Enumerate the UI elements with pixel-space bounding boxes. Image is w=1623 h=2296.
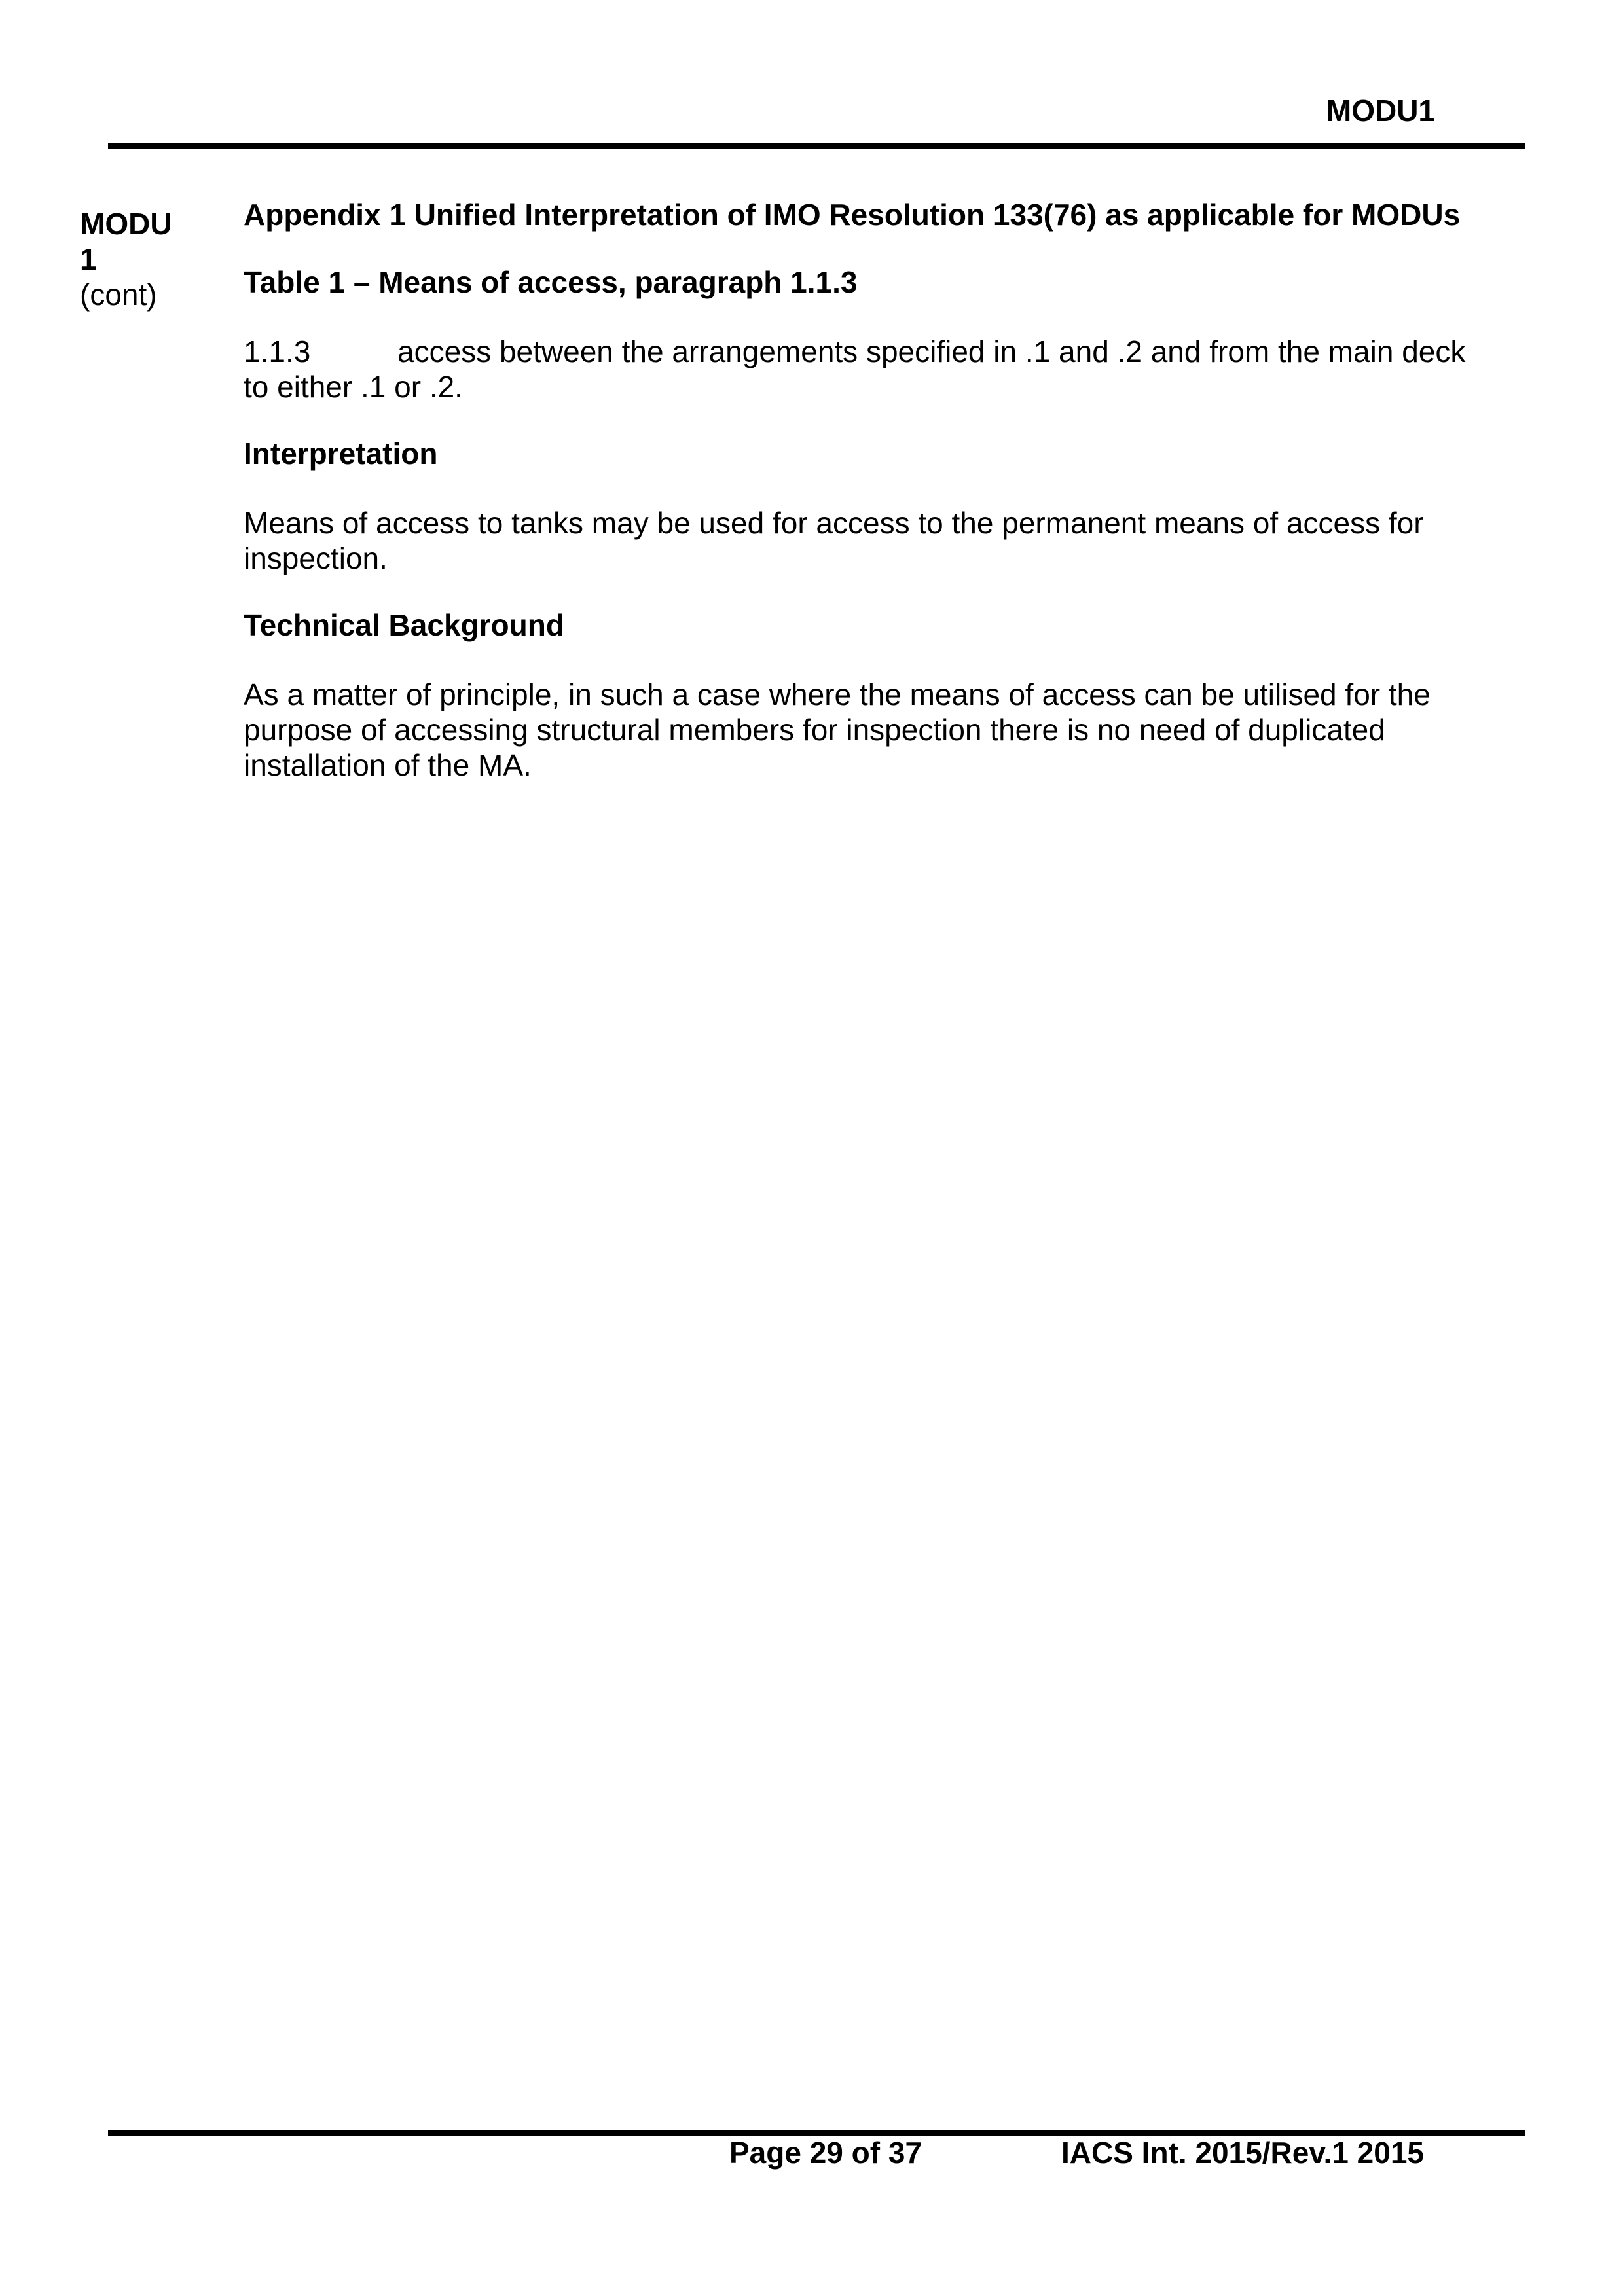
footer-page-number: Page 29 of 37 [729, 2136, 922, 2170]
sidebar-label [80, 206, 211, 312]
technical-background-line-2: purpose of accessing structural members for inspection there is no need of duplicated [244, 713, 1385, 747]
appendix-title: Appendix 1 Unified Interpretation of IMO Resolution 133(76) as applicable for MODUs [244, 198, 1461, 232]
paragraph-number: 1.1.3 [244, 334, 311, 368]
interpretation-line-1: Means of access to tanks may be used for access to the permanent means of access for [244, 506, 1424, 540]
header-rule [108, 143, 1525, 149]
sidebar-line-2: 1 [80, 242, 97, 276]
sidebar-line-3: (cont) [80, 278, 157, 312]
interpretation-heading: Interpretation [244, 437, 438, 471]
table-heading: Table 1 – Means of access, paragraph 1.1.3 [244, 265, 858, 299]
paragraph-text-1: access between the arrangements specified in .1 and .2 and from the main deck [397, 334, 1466, 368]
technical-background-line-3: installation of the MA. [244, 748, 532, 782]
technical-background-line-1: As a matter of principle, in such a case where the means of access can be utilised for the [244, 677, 1431, 711]
footer-reference: IACS Int. 2015/Rev.1 2015 [1061, 2136, 1424, 2170]
technical-background-heading: Technical Background [244, 608, 564, 642]
sidebar-line-1: MODU [80, 207, 172, 241]
paragraph-line-2: to either .1 or .2. [244, 370, 463, 404]
paragraph-line-1 [244, 334, 1465, 369]
header-doc-code: MODU1 [1326, 94, 1435, 128]
interpretation-line-2: inspection. [244, 541, 388, 575]
